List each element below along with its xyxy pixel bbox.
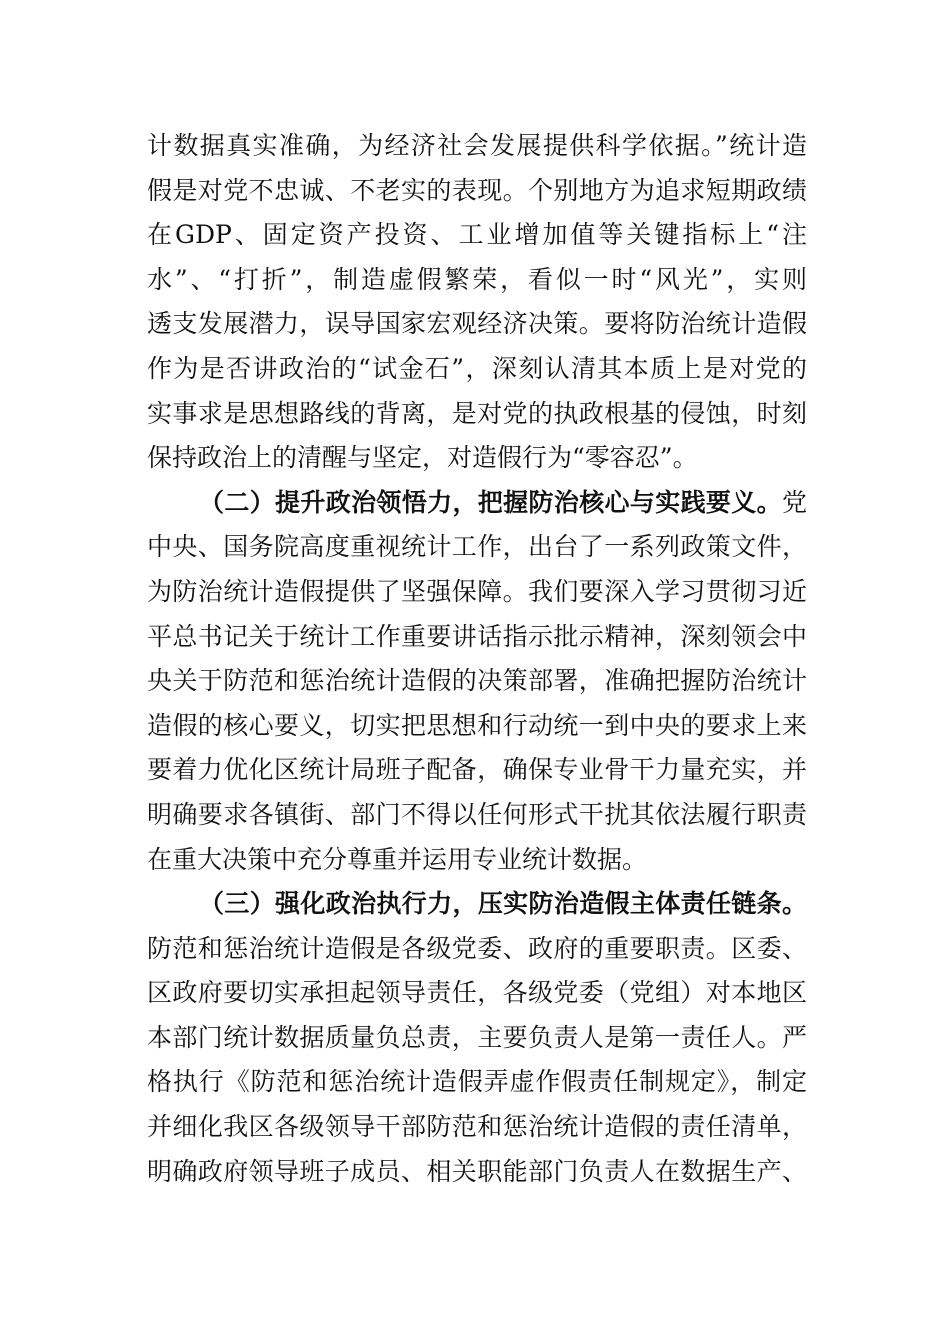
text-line: 假是对党不忠诚、不老实的表现。个别地方为追求短期政绩 xyxy=(147,175,807,205)
text-line: 防范和惩治统计造假是各级党委、政府的重要职责。区委、 xyxy=(147,933,807,963)
paragraph-first-line xyxy=(147,882,807,927)
text-line: 本部门统计数据质量负总责，主要负责人是第一责任人。严 xyxy=(147,1022,807,1052)
paragraph-1 xyxy=(147,124,807,481)
text-line: 区政府要切实承担起领导责任，各级党委（党组）对本地区 xyxy=(147,978,807,1008)
section-heading: （三）强化政治执行力，压实防治造假主体责任链条。 xyxy=(199,889,807,919)
text-line: 要着力优化区统计局班子配备，确保专业骨干力量充实，并 xyxy=(147,755,807,785)
document-page xyxy=(147,124,807,1194)
paragraph-2 xyxy=(147,481,807,882)
text-line: 央关于防范和惩治统计造假的决策部署，准确把握防治统计 xyxy=(147,666,807,696)
text-line: 在重大决策中充分尊重并运用专业统计数据。 xyxy=(147,844,648,874)
text-line: 作为是否讲政治的“试金石”，深刻认清其本质上是对党的 xyxy=(147,353,807,383)
text-line: 保持政治上的清醒与坚定，对造假行为“零容忍”。 xyxy=(147,443,698,473)
text-line: 水”、“打折”，制造虚假繁荣，看似一时“风光”，实则 xyxy=(147,264,807,294)
paragraph-first-line xyxy=(147,481,807,526)
text-line: 透支发展潜力，误导国家宏观经济决策。要将防治统计造假 xyxy=(147,309,807,339)
text-span: 党 xyxy=(781,487,807,517)
text-line: 实事求是思想路线的背离，是对党的执政根基的侵蚀，时刻 xyxy=(147,398,807,428)
text-line: 为防治统计造假提供了坚强保障。我们要深入学习贯彻习近 xyxy=(147,576,807,606)
section-heading: （二）提升政治领悟力，把握防治核心与实践要义。 xyxy=(199,487,782,517)
text-line: 计数据真实准确，为经济社会发展提供科学依据。”统计造 xyxy=(147,131,807,160)
text-line: 中央、国务院高度重视统计工作，出台了一系列政策文件， xyxy=(147,532,807,562)
text-line: 造假的核心要义，切实把思想和行动统一到中央的要求上来 xyxy=(147,710,807,740)
text-line: 明确要求各镇街、部门不得以任何形式干扰其依法履行职责 xyxy=(147,799,807,829)
text-line: 并细化我区各级领导干部防范和惩治统计造假的责任清单， xyxy=(147,1112,807,1142)
text-line: 明确政府领导班子成员、相关职能部门负责人在数据生产、 xyxy=(147,1156,807,1186)
paragraph-3 xyxy=(147,882,807,1194)
text-line: 在GDP、固定资产投资、工业增加值等关键指标上“注 xyxy=(147,220,807,250)
text-line: 平总书记关于统计工作重要讲话指示批示精神，深刻领会中 xyxy=(147,621,807,651)
text-line: 格执行《防范和惩治统计造假弄虚作假责任制规定》，制定 xyxy=(147,1067,807,1097)
